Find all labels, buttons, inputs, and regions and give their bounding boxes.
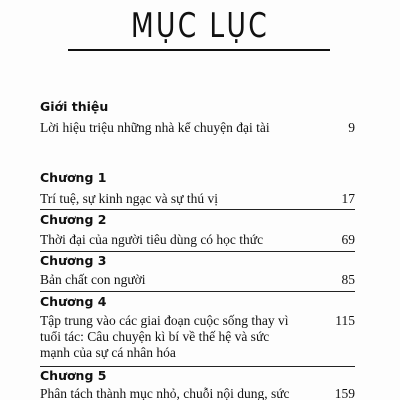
toc-entry-chapter-5[interactable]: Phân tách thành mục nhỏ, chuỗi nội dung, sức [40, 386, 290, 400]
separator-line [40, 291, 355, 292]
page-number-chapter-1: 17 [341, 191, 355, 206]
separator-line [40, 209, 355, 210]
title-underline [68, 49, 330, 51]
section-heading-chapter-2: Chương 2 [40, 212, 107, 227]
section-heading-intro: Giới thiệu [40, 99, 109, 114]
section-heading-chapter-5: Chương 5 [40, 368, 107, 383]
toc-entry-chapter-2[interactable]: Thời đại của người tiêu dùng có học thức [40, 232, 264, 247]
page-number-chapter-4: 115 [335, 313, 355, 328]
page-number-chapter-5: 159 [334, 386, 355, 400]
section-heading-chapter-4: Chương 4 [40, 294, 107, 309]
toc-entry-chapter-1[interactable]: Trí tuệ, sự kinh ngạc và sự thú vị [40, 191, 219, 206]
page-number-chapter-2: 69 [341, 232, 355, 247]
section-heading-chapter-3: Chương 3 [40, 253, 107, 268]
page-number-chapter-3: 85 [341, 272, 355, 287]
page-title: MỤC LỤC [130, 6, 270, 46]
separator-line [40, 251, 355, 252]
toc-entry-chapter-3[interactable]: Bản chất con người [40, 272, 146, 287]
toc-entry-chapter-4[interactable]: Tập trung vào các giai đoạn cuộc sống thay vì tuổi tác: Câu chuyện kì bí về thế hệ và sức mạnh của sự cá nhân hóa [40, 313, 289, 360]
separator-line [40, 366, 355, 367]
page-number-intro: 9 [348, 120, 355, 135]
section-heading-chapter-1: Chương 1 [40, 170, 107, 185]
toc-entry-intro[interactable]: Lời hiệu triệu những nhà kể chuyện đại tài [40, 120, 270, 135]
